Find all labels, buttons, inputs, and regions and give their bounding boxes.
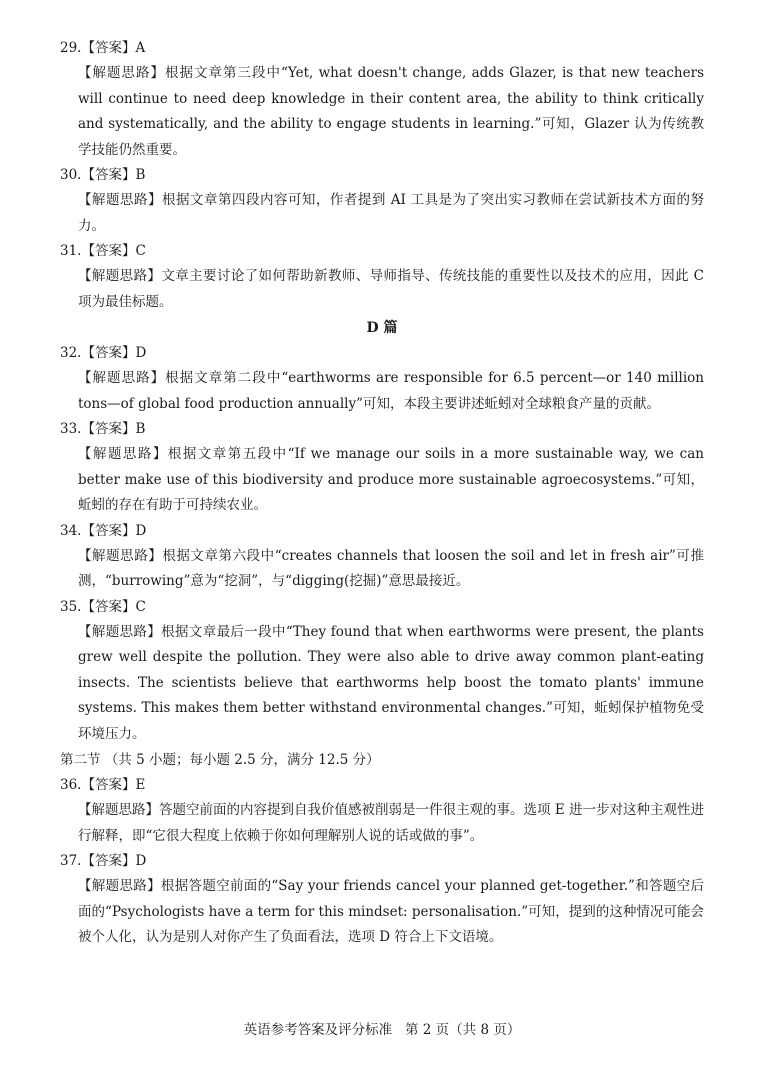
explanation-text: 【解题思路】根据答题空前面的“Say your friends cancel your planned get-together.”和答题空后面的“Psychologists have a term for this mindset: personalisation.”可知，提到的这种情况可能会被个人化，认为是别人对你产生了负面看法，选项 D 符合上下文语境。 [78,878,704,945]
explanation-text: 【解题思路】根据文章第五段中“If we manage our soils in a more sustainable way, we can better make use of this biodiversity and produce more sustainable agroecosystems.”可知，蚯蚓的存在有助于可持续农业。 [78,446,704,513]
answer-line: 32.【答案】D [60,345,147,361]
answer-line: 33.【答案】B [60,421,146,437]
explanation-text: 【解题思路】文章主要讨论了如何帮助新教师、导师指导、传统技能的重要性以及技术的应用，因此 C 项为最佳标题。 [78,268,704,310]
explanation-text: 【解题思路】根据文章最后一段中“They found that when earthworms were present, the plants grew well despite the pollution. They were also able to drive away common plant-eating insects. The scientists believe that earthworms help boost the tomato plants' immune systems. This makes them better withstand environmental changes.”可知，蚯蚓保护植物免受环境压力。 [78,623,704,742]
question-33 [60,417,704,519]
explanation-text: 【解题思路】根据文章第二段中“earthworms are responsible for 6.5 percent—or 140 million tons—of global food production annually”可知，本段主要讲述蚯蚓对全球粮食产量的贡献。 [78,370,704,412]
question-32 [60,341,704,417]
section-heading-d: D 篇 [366,320,398,336]
question-34 [60,519,704,595]
part-two-heading: 第二节 （共 5 小题；每小题 2.5 分，满分 12.5 分） [60,752,380,768]
question-30 [60,163,704,239]
question-31 [60,239,704,315]
question-37 [60,849,704,951]
question-36 [60,773,704,849]
explanation-text: 【解题思路】根据文章第六段中“creates channels that loosen the soil and let in fresh air”可推测，“burrowing”意为“挖洞”，与“digging(挖掘)”意思最接近。 [78,547,704,589]
explanation-text: 【解题思路】答题空前面的内容提到自我价值感被削弱是一件很主观的事。选项 E 进一步对这种主观性进行解释，即“它很大程度上依赖于你如何理解别人说的话或做的事”。 [78,802,704,844]
answer-line: 29.【答案】A [60,40,146,56]
answer-line: 30.【答案】B [60,167,146,183]
answer-line: 35.【答案】C [60,598,146,615]
explanation-text: 【解题思路】根据文章第四段内容可知，作者提到 AI 工具是为了突出实习教师在尝试新技术方面的努力。 [78,192,704,234]
question-29 [60,36,704,163]
answer-line: 34.【答案】D [60,522,147,539]
answer-line: 31.【答案】C [60,243,146,259]
answer-line: 36.【答案】E [60,777,146,793]
page-footer: 英语参考答案及评分标准 第 2 页（共 8 页） [243,1022,521,1038]
explanation-text: 【解题思路】根据文章第三段中“Yet, what doesn't change, adds Glazer, is that new teachers will continue to need deep knowledge in their content area, the ability to think critically and systematically, and the ability to engage students in learning.”可知，Glazer 认为传统教学技能仍然重要。 [78,65,704,158]
answer-line: 37.【答案】D [60,853,147,869]
question-35 [60,595,704,748]
